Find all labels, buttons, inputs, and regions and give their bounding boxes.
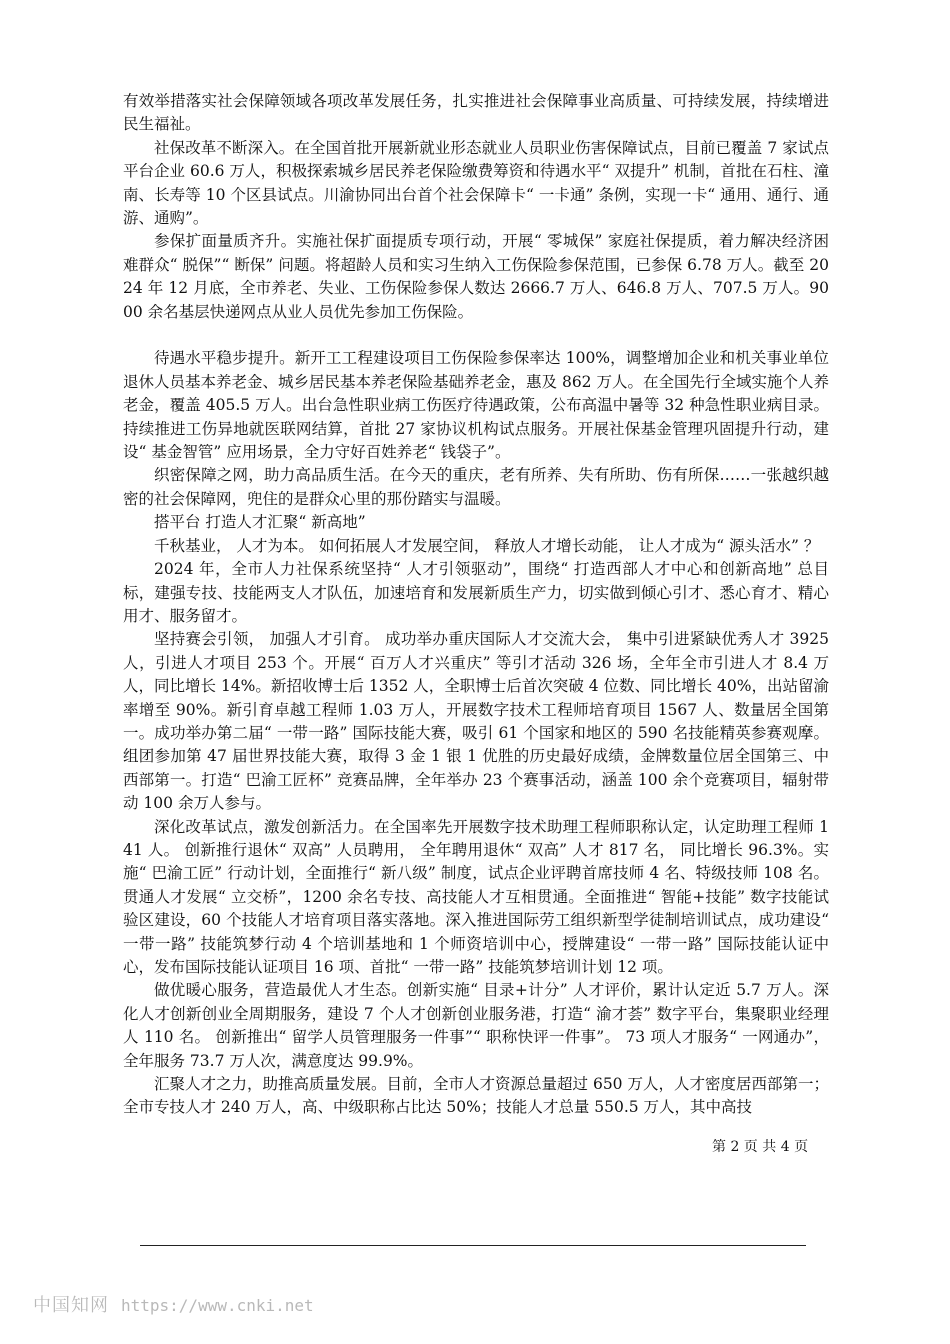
paragraph-talent-services: 做优暖心服务，营造最优人才生态。创新实施“ 目录+计分” 人才评价，累计认定近 5.7 万人。深化人才创新创业全周期服务，建设 7 个人才创新创业服务港，打造“ 渝才荟” 数字平台，集聚职业经理人 110 名。 创新推出“ 留学人员管理服务一件事”“ 职称快评一件事”。 73 项人才服务“ 一网通办”，全年服务 73.7 万人次，满意度达 99.9%。 — [123, 981, 829, 1070]
paragraph-talent-development: 汇聚人才之力，助推高质量发展。目前，全市人才资源总量超过 650 万人，人才密度居西部第一；全市专技人才 240 万人，高、中级职称占比达 50%；技能人才总量 550.5 万人，其中高技 — [123, 1075, 829, 1117]
cnki-watermark — [33, 1296, 314, 1316]
paragraph-talent-goal: 2024 年，全市人力社保系统坚持“ 人才引领驱动”，围绕“ 打造西部人才中心和创新高地” 总目标，建强专技、技能两支人才队伍，加速培育和发展新质生产力，切实做到倾心引才、悉心育才、精心用才、服务留才。 — [123, 560, 829, 625]
watermark-url: https://www.cnki.net — [121, 1296, 314, 1315]
paragraph-benefit-levels: 待遇水平稳步提升。新开工工程建设项目工伤保险参保率达 100%，调整增加企业和机关事业单位退休人员基本养老金、城乡居民基本养老保险基础养老金，惠及 862 万人。在全国先行全域实施个人养老金，覆盖 405.5 万人。出台急性职业病工伤医疗待遇政策，公布高温中暑等 32 种急性职业病目录。持续推进工伤异地就医联网结算，首批 27 家协议机构试点服务。开展社保基金管理巩固提升行动，建设“ 基金智管” 应用场景，全力守好百姓养老“ 钱袋子”。 — [123, 349, 829, 462]
footer-divider — [140, 1245, 806, 1246]
paragraph-social-security-reform: 社保改革不断深入。在全国首批开展新就业形态就业人员职业伤害保障试点，目前已覆盖 7 家试点平台企业 60.6 万人，积极探索城乡居民养老保险缴费筹资和待遇水平“ 双提升” 机制，首批在石柱、潼南、长寿等 10 个区县试点。川渝协同出台首个社会保障卡“ 一卡通” 条例，实现一卡“ 通用、通行、通游、通购”。 — [123, 138, 829, 228]
paragraph-talent-intro: 千秋基业， 人才为本。 如何拓展人才发展空间， 释放人才增长动能， 让人才成为“ 源头活水” ？ — [154, 536, 820, 555]
blank-line — [123, 324, 829, 347]
paragraph-insurance-coverage: 参保扩面量质齐升。实施社保扩面提质专项行动，开展“ 零城保” 家庭社保提质，着力解决经济困难群众“ 脱保”“ 断保” 问题。将超龄人员和实习生纳入工伤保险参保范围，已参保 6.78 万人。截至 2024 年 12 月底，全市养老、失业、工伤保险参保人数达 2666.7 万人、646.8 万人、707.5 万人。9000 余名基层快递网点从业人员优先参加工伤保险。 — [123, 232, 829, 321]
section-heading-talent-hub: 搭平台 打造人才汇聚“ 新高地” — [154, 513, 366, 532]
document-body — [123, 90, 829, 1120]
page-number: 第 2 页 共 4 页 — [712, 1139, 809, 1155]
watermark-logo-text: 中国知网 — [33, 1295, 109, 1316]
paragraph-continuation: 有效举措落实社会保障领域各项改革发展任务，扎实推进社会保障事业高质量、可持续发展，持续增进民生福祉。 — [123, 92, 829, 134]
paragraph-talent-introduction: 坚持赛会引领， 加强人才引育。 成功举办重庆国际人才交流大会， 集中引进紧缺优秀人才 3925 人，引进人才项目 253 个。开展“ 百万人才兴重庆” 等引才活动 326 场，全年全市引进人才 8.4 万人，同比增长 14%。新招收博士后 1352 人，全职博士后首次突破 4 位数、同比增长 40%，出站留渝率增至 90%。新引育卓越工程师 1.03 万人，开展数字技术工程师培育项目 1567 人、数量居全国第一。成功举办第二届“ 一带一路” 国际技能大赛，吸引 61 个国家和地区的 590 名技能精英参赛观摩。组团参加第 47 届世界技能大赛，取得 3 金 1 银 1 优胜的历史最好成绩，金牌数量位居全国第三、中西部第一。打造“ 巴渝工匠杯” 竞赛品牌，全年举办 23 个赛事活动，涵盖 100 余个竞赛项目，辐射带动 100 余万人参与。 — [123, 630, 829, 813]
paragraph-reform-pilots: 深化改革试点，激发创新活力。在全国率先开展数字技术助理工程师职称认定，认定助理工程师 141 人。 创新推行退休“ 双高” 人员聘用， 全年聘用退休“ 双高” 人才 817 名， 同比增长 96.3%。实施“ 巴渝工匠” 行动计划，全面推行“ 新八级” 制度，试点企业评聘首席技师 4 名、特级技师 108 名。贯通人才发展“ 立交桥”，1200 余名专技、高技能人才互相贯通。全面推进“ 智能+技能” 数字技能试验区建设，60 个技能人才培育项目落实落地。深入推进国际劳工组织新型学徒制培训试点，成功建设“ 一带一路” 技能筑梦行动 4 个培训基地和 1 个师资培训中心，授牌建设“ 一带一路” 国际技能认证中心，发布国际技能认证项目 16 项、首批“ 一带一路” 技能筑梦培训计划 12 项。 — [123, 817, 829, 977]
paragraph-safety-net: 织密保障之网，助力高品质生活。在今天的重庆，老有所养、失有所助、伤有所保……一张越织越密的社会保障网，兜住的是群众心里的那份踏实与温暖。 — [123, 466, 829, 508]
